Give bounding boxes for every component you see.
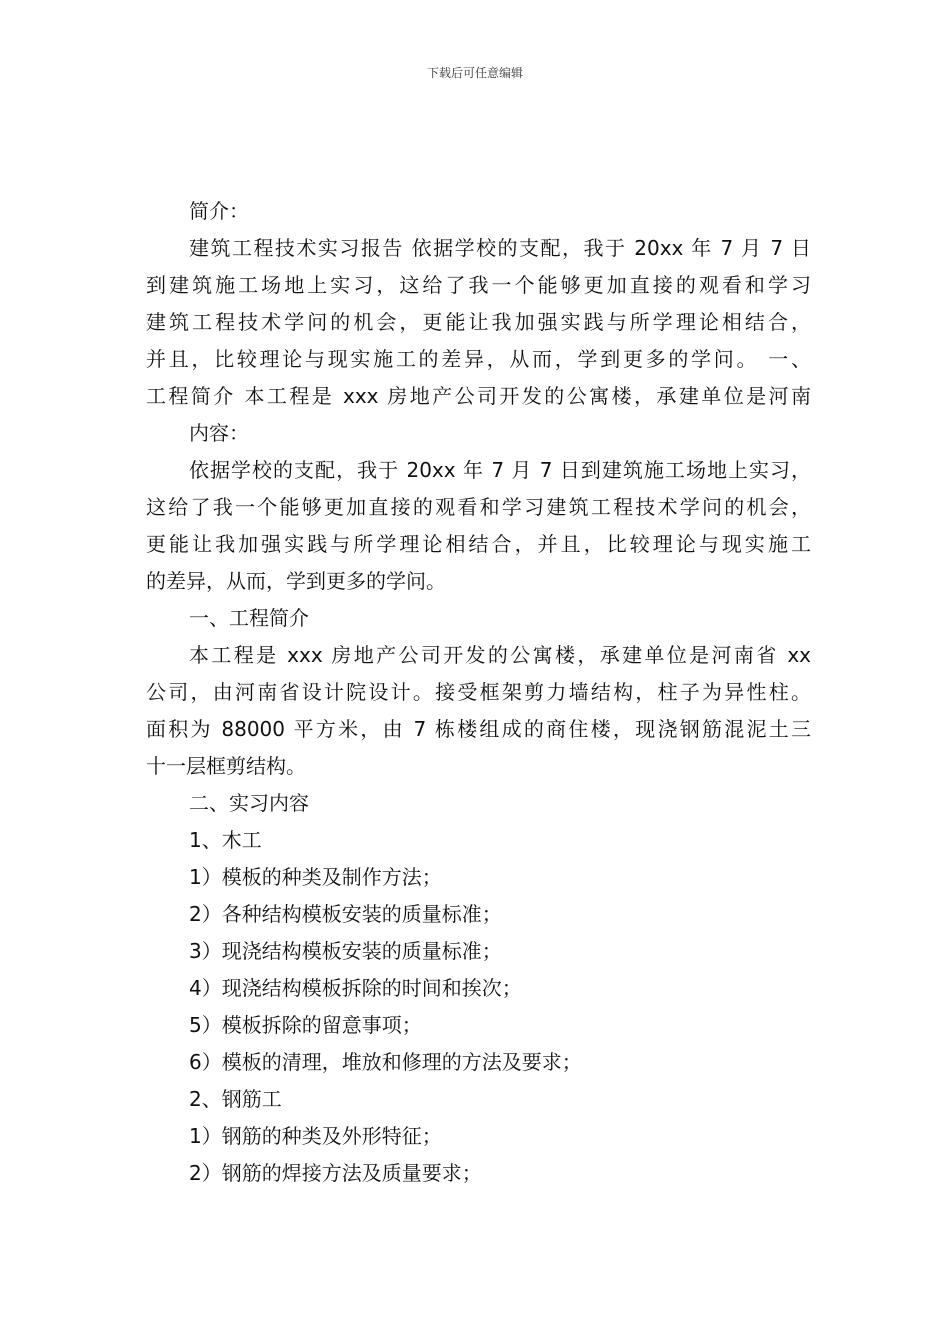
content-para1-line: 依据学校的支配，我于 20xx 年 7 月 7 日到建筑施工场地上实习，	[189, 458, 811, 482]
content-para2-line: 十一层框剪结构。	[146, 754, 306, 778]
page-header: 下载后可任意编辑	[426, 66, 523, 80]
document-body	[146, 193, 811, 1192]
content-para1-line: 更能让我加强实践与所学理论相结合，并且，比较理论与现实施工	[146, 532, 811, 556]
sub1-item: 3）现浇结构模板安装的质量标准；	[189, 939, 502, 963]
intro-line: 建筑工程技术实习报告 依据学校的支配，我于 20xx 年 7 月 7 日	[189, 236, 811, 260]
sub1-item: 4）现浇结构模板拆除的时间和挨次；	[189, 976, 522, 1000]
intro-line: 并且，比较理论与现实施工的差异，从而，学到更多的学问。 一、	[146, 347, 811, 371]
sub2-item: 1）钢筋的种类及外形特征；	[189, 1124, 442, 1148]
intro-line: 到建筑施工场地上实习，这给了我一个能够更加直接的观看和学习	[146, 273, 811, 297]
content-para2-line: 本工程是 xxx 房地产公司开发的公寓楼，承建单位是河南省 xx	[189, 643, 811, 667]
intro-line: 建筑工程技术学问的机会，更能让我加强实践与所学理论相结合，	[146, 310, 811, 334]
content-label: 内容：	[189, 421, 249, 445]
content-para2-line: 面积为 88000 平方米，由 7 栋楼组成的商住楼，现浇钢筋混泥土三	[146, 717, 811, 741]
content-para1-line: 这给了我一个能够更加直接的观看和学习建筑工程技术学问的机会，	[146, 495, 811, 519]
sub1-item: 1）模板的种类及制作方法；	[189, 865, 442, 889]
sub2-title: 2、钢筋工	[189, 1087, 282, 1111]
section2-title: 二、实习内容	[189, 791, 309, 815]
sub1-item: 6）模板的清理，堆放和修理的方法及要求；	[189, 1050, 582, 1074]
intro-line: 工程简介 本工程是 xxx 房地产公司开发的公寓楼，承建单位是河南	[146, 384, 811, 408]
content-para1-line: 的差异，从而，学到更多的学问。	[146, 569, 446, 593]
section1-title: 一、工程简介	[189, 606, 309, 630]
sub1-title: 1、木工	[189, 828, 262, 852]
sub1-item: 5）模板拆除的留意事项；	[189, 1013, 422, 1037]
sub2-item: 2）钢筋的焊接方法及质量要求；	[189, 1161, 482, 1185]
content-para2-line: 公司，由河南省设计院设计。接受框架剪力墙结构，柱子为异性柱。	[146, 680, 811, 704]
intro-label: 简介：	[189, 199, 249, 223]
sub1-item: 2）各种结构模板安装的质量标准；	[189, 902, 502, 926]
